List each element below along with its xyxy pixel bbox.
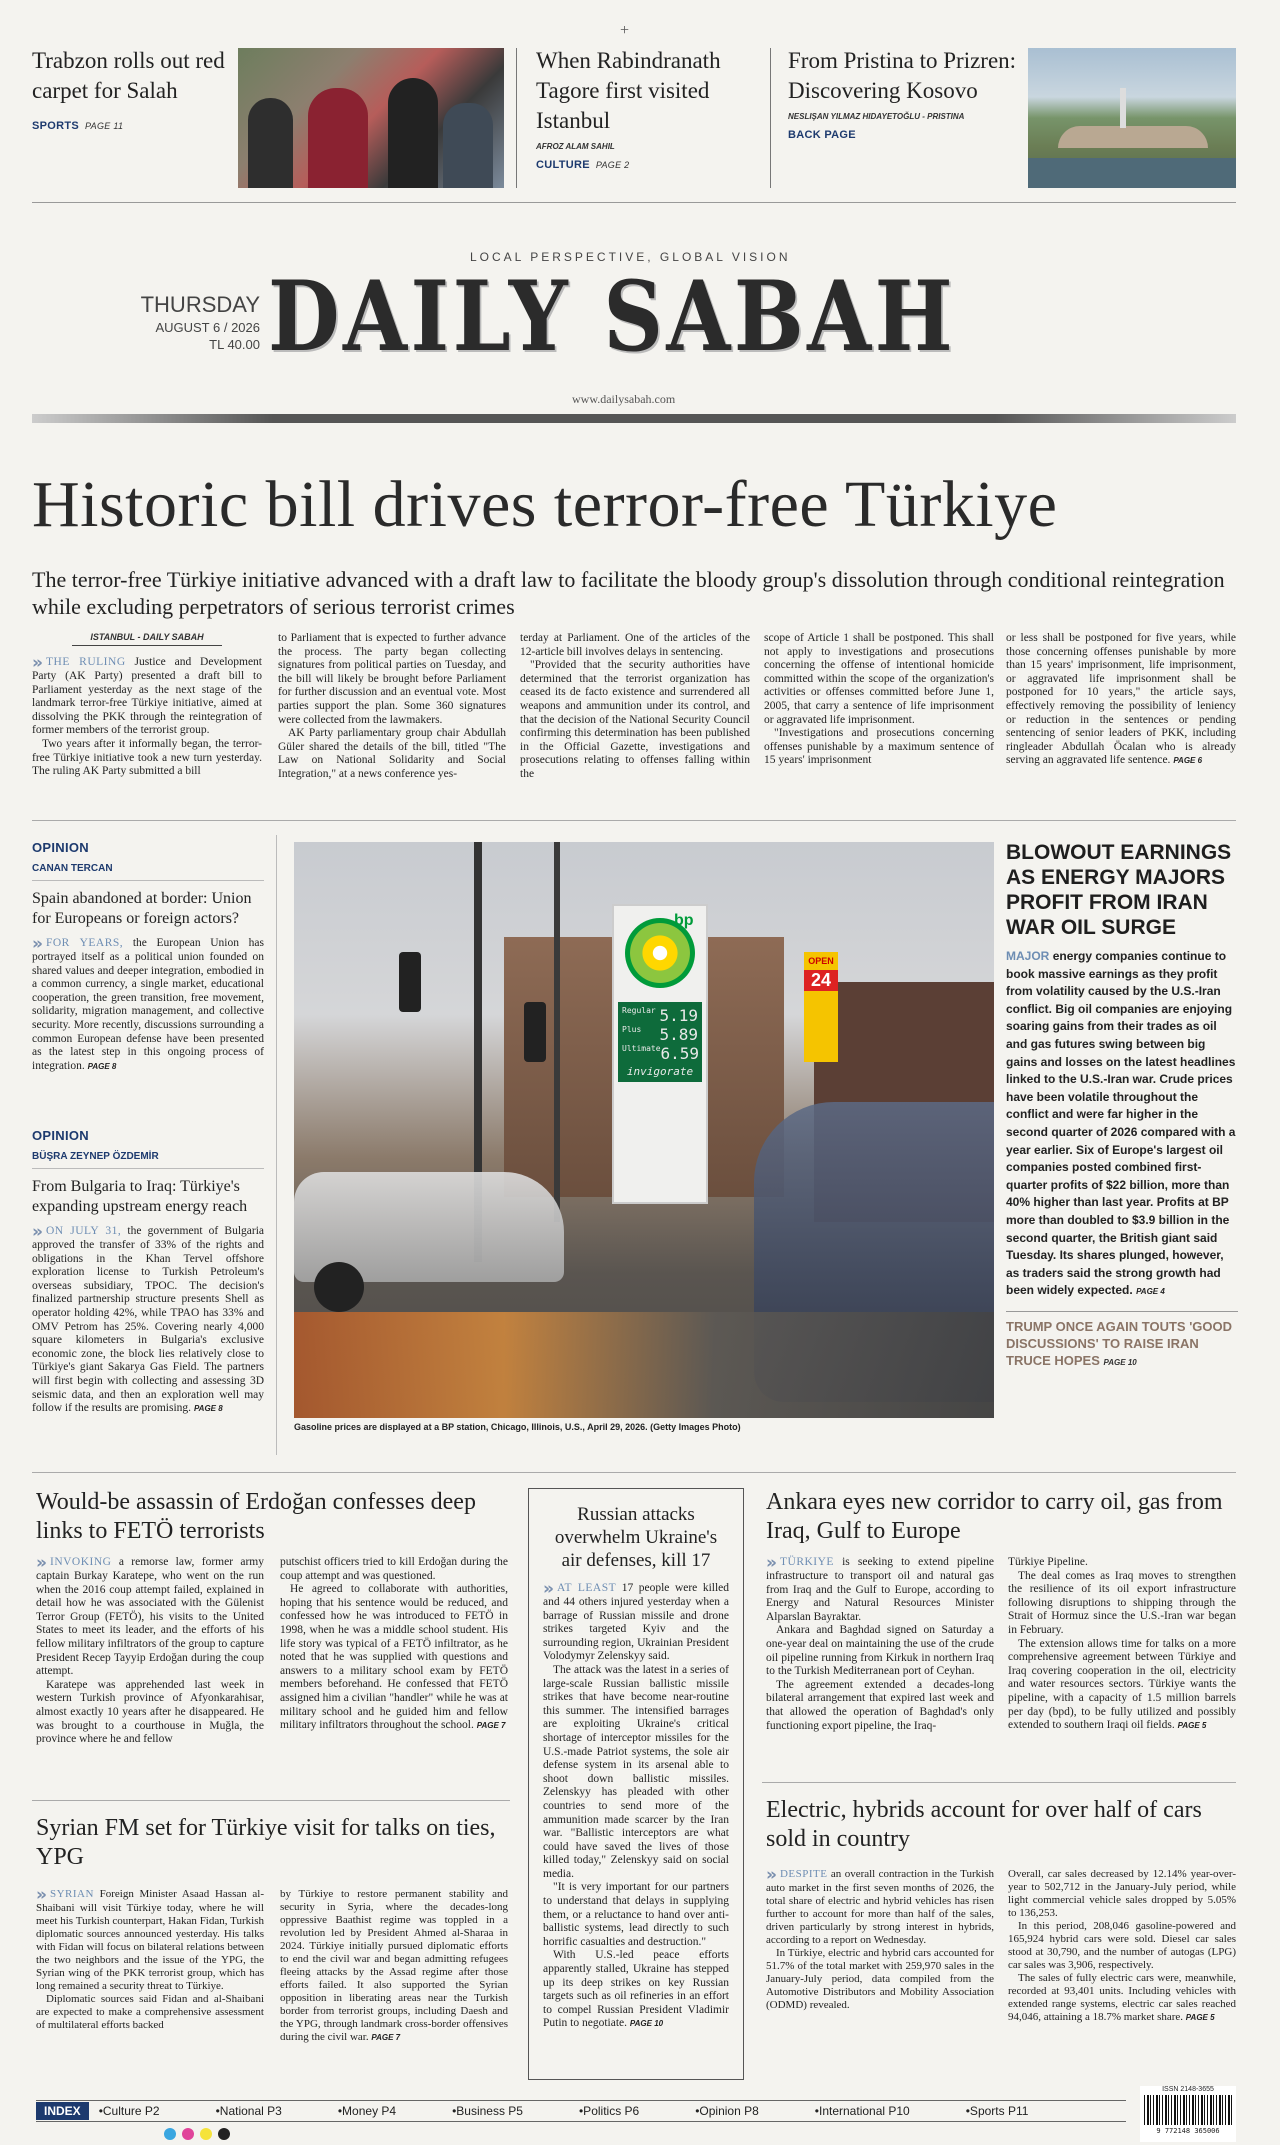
teaser-sports[interactable]	[32, 46, 227, 132]
opinion-text: the European Union has portrayed itself as a political union founded on shared values and deeper integration, embodied in a common currency, a single market, educational cooperation, the green transition, free movement, solidarity, migration management, and collective security. More recently, discussions surrounding a common European defense have been presented as the latest step in this ongoing process of integration.	[32, 937, 264, 1072]
bp-sign	[612, 904, 708, 1204]
invigorate-label: invigorate	[626, 1065, 694, 1078]
opinion-label: OPINION	[32, 840, 89, 855]
energy-story[interactable]	[1006, 840, 1238, 1371]
lead-text: "Investigations and prosecutions concerning offenses punishable by a maximum sentence of 15 years' imprisonment	[764, 727, 994, 767]
teaser-author: NESLIŞAN YILMAZ HIDAYETOĞLU - PRISTINA	[788, 112, 965, 121]
bp-brand: bp	[674, 912, 694, 929]
barcode-bars-icon	[1144, 2095, 1232, 2125]
opinion-title: Spain abandoned at border: Union for Europeans or foreign actors?	[32, 890, 252, 927]
teaser-photo-salah	[238, 48, 504, 188]
section-rule	[32, 820, 1236, 821]
sign-24-text: 24	[804, 970, 838, 991]
feto-text: a remorse law, former army captain Burkay Karatepe, who went on the run when the 2016 coup attempt failed, explained in detail how he was associated with the Gülenist Terror Group (FETÖ), his visits to the United States to meet its leader, and the efforts of his fellow military infiltrators of the group to capture President Recep Tayyip Erdoğan during the coup attempt.	[36, 1556, 264, 1678]
opinion-divider	[32, 880, 264, 881]
cars-text: an overall contraction in the Turkish auto market in the first seven months of 2026, the total share of electric and hybrid vehicles has risen further to account for more than half of the sales, driven particularly by strong interest in hybrids, according to a report on Wednesday.	[766, 1868, 995, 1946]
syria-text: Diplomatic sources said Fidan and al-Shaibani are expected to make a comprehensive assessment of multilateral efforts backed	[36, 1993, 264, 2031]
lead-word: ON JULY 31,	[45, 1225, 122, 1237]
index-item[interactable]: •Money P4	[337, 2104, 397, 2118]
barcode	[1140, 2086, 1236, 2142]
teaser-section	[32, 120, 227, 132]
price-value: 5.89	[659, 1025, 698, 1044]
opinion-title: From Bulgaria to Iraq: Türkiye's expanding upstream energy reach	[32, 1178, 248, 1215]
index-bar	[36, 2100, 1126, 2122]
ankara-text: Ankara and Baghdad signed on Saturday a one-year deal on maintaining the use of the crude oil pipeline running from Kirkuk in northern Iraq to the Turkish Mediterranean port of Ceyhan.	[766, 1624, 994, 1678]
page-ref: PAGE 5	[1185, 2013, 1215, 2022]
lead-text: or less shall be postponed for five years, while those concerning offenses punishable by more than 15 years' imprisonment, life imprisonment, or aggravated life imprisonment shall be postponed for 10 years," the article says, effectively removing the possibility of leniency or reduction in the sentences or pending sentencing of senior leaders of PKK, including ringleader Abdullah Öcalan who is already serving an aggravated life sentence.	[1006, 632, 1236, 767]
masthead-logo: DAILY SABAH	[268, 260, 957, 373]
page-ref: PAGE 10	[1103, 1357, 1137, 1367]
issue-day: THURSDAY	[140, 292, 260, 317]
lead-word: AT LEAST	[556, 1582, 617, 1594]
lead-text: terday at Parliament. One of the articles of the 12-article bill involves delays in sentencing.	[520, 632, 750, 658]
syria-text: Foreign Minister Asaad Hassan al-Shaibani will visit Türkiye today, where he will meet his Turkish counterpart, Hakan Fidan, Turkish diplomatic sources announced yesterday. His talks with Fidan will focus on bilateral relations between the two neighbors and the issue of the YPG, the Syrian wing of the PKK terrorist group, which has long remained a security threat to Türkiye.	[36, 1888, 265, 1992]
lead-col-1	[32, 632, 262, 779]
issue-price: TL 40.00	[209, 337, 260, 352]
section-label: SPORTS	[32, 120, 80, 132]
lead-word: INVOKING	[49, 1556, 112, 1568]
tagline: LOCAL PERSPECTIVE, GLOBAL VISION	[470, 250, 791, 264]
russia-text: With U.S.-led peace efforts apparently stalled, Ukraine has stepped up its deep strikes on key Russian targets such as oil refineries in an effort to compel Russian President Vladimir Putin to negotiate.	[543, 1949, 729, 2030]
column-divider	[276, 835, 277, 1455]
lead-deck: The terror-free Türkiye initiative advanced with a draft law to facilitate the bloody group's dissolution through conditional reintegration while excluding perpetrators of serious terrorist crimes	[32, 567, 1225, 619]
page-ref: PAGE 5	[1177, 1721, 1207, 1731]
syria-col-2	[280, 1888, 508, 2044]
lead-arrows-icon: »	[543, 1579, 554, 1599]
lead-col-4	[764, 632, 994, 768]
lead-text: "Provided that the security authorities have determined that the terrorist organization has ceased its de facto existence and surrendered all weapons and ammunition under its control, and that the decision of the National Security Council confirming this determination has been published in the Official Gazette, investigations and prosecutions relating to offenses falling within the	[520, 659, 750, 780]
page-ref: PAGE 2	[595, 160, 630, 170]
issue-date: AUGUST 6 / 2026	[155, 320, 260, 335]
teaser-divider	[516, 48, 517, 188]
trump-teaser[interactable]: TRUMP ONCE AGAIN TOUTS 'GOOD DISCUSSIONS' TO RAISE IRAN TRUCE HOPES	[1006, 1318, 1233, 1368]
top-rule	[32, 202, 1236, 203]
opinion-text: the government of Bulgaria approved the transfer of 33% of the rights and obligations in the Khan Tervel offshore exploration license to Turkish Petroleum's overseas subsidiary, TPOC. The decision's finalized partnership structure presents Shell as operator holding 42%, while TPAO has 33% and OMV Petrom has 25%. Covering nearly 4,000 square kilometers in Bulgaria's exclusive economic zone, the block lies relatively close to Türkiye's giant Sakarya Gas Field. The partners will first begin with collecting and assessing 3D seismic data, and then an exploration well may follow if the results are promising.	[32, 1225, 264, 1415]
index-item[interactable]: •National P3	[215, 2104, 282, 2118]
feto-headline: Would-be assassin of Erdoğan confesses deep links to FETÖ terrorists	[36, 1489, 476, 1544]
feto-text: putschist officers tried to kill Erdoğan during the coup attempt and was questioned.	[280, 1556, 508, 1582]
lead-arrows-icon: »	[32, 653, 43, 673]
teaser-section	[788, 129, 1028, 141]
index-item[interactable]: •Politics P6	[578, 2104, 640, 2118]
ankara-text: The deal comes as Iraq moves to strengthen the resilience of its oil export infrastructure following disruptions to shipping through the Strait of Hormuz since the U.S.-Iran war began in February.	[1008, 1569, 1236, 1636]
russia-text: The attack was the latest in a series of large-scale Russian ballistic missile strikes that have become near-routine this summer. The intensified barrages are exploiting Ukraine's critical shortage of interceptor missiles for the U.S.-made Patriot systems, the sole air defense system in its arsenal able to shoot down ballistic missiles. Zelenskyy has pleaded with other countries to send more of the ammunition made scarcer by the Iran war. "Ballistic interceptors are what could have saved the lives of those killed today," Zelenskyy said on social media.	[543, 1663, 729, 1880]
opinion-arrows-icon: »	[32, 1222, 43, 1242]
syria-col-1	[36, 1885, 265, 2032]
price-value: 6.59	[660, 1044, 700, 1063]
cars-text: The sales of fully electric cars were, meanwhile, recorded at 93,401 units. Including vehicles with extended range systems, electric car sales reached 94,046, attaining a 18.7% market share.	[1008, 1972, 1236, 2023]
page-ref: PAGE 8	[193, 1404, 223, 1414]
lead-text: AK Party parliamentary group chair Abdullah Güler shared the details of the bill, titled "The Law on National Solidarity and Social Integration," at a news conference yes-	[278, 727, 506, 780]
russia-headline: Russian attacks overwhelm Ukraine's air defenses, kill 17	[554, 1504, 718, 1571]
issn-text: ISSN 2148-3655	[1162, 2086, 1214, 2093]
cars-col-2	[1008, 1868, 1236, 2024]
open-sign-text: OPEN	[808, 956, 834, 966]
page-ref: PAGE 7	[371, 2033, 401, 2042]
section-label: BACK PAGE	[788, 129, 856, 141]
teaser-back-page[interactable]	[788, 46, 1028, 141]
opinion-2[interactable]	[32, 1128, 264, 1416]
barcode-number: 9 772148 365006	[1156, 2127, 1220, 2135]
energy-divider	[1006, 1311, 1238, 1312]
masthead-rule	[32, 414, 1236, 423]
index-item[interactable]: •Business P5	[452, 2104, 523, 2118]
dateline: ISTANBUL - DAILY SABAH	[72, 632, 222, 646]
grade-label: Ultimate	[622, 1044, 661, 1053]
open-24-sign	[804, 952, 838, 1062]
price-board	[618, 1002, 702, 1082]
ankara-col-1	[766, 1553, 994, 1733]
feto-col-2	[280, 1556, 508, 1733]
syria-text: by Türkiye to restore permanent stability and security in Syria, where the decades-long oppressive Baathist regime was toppled in a revolution led by President Ahmed al-Sharaa in 2024. Türkiye initially pursued diplomatic efforts to end the civil war and began admitting refugees fleeing attacks by the Assad regime after those efforts failed. It also supported the Syrian opposition in liberating areas near the Turkish border from terrorist groups, including Daesh and the YPG, through landmark cross-border offensives during the civil war.	[280, 1888, 508, 2043]
index-item[interactable]: •Culture P2	[98, 2104, 160, 2118]
registration-mark: +	[620, 22, 630, 39]
opinion-author: CANAN TERCAN	[32, 863, 113, 874]
feto-text: Karatepe was apprehended last week in western Turkish province of Afyonkarahisar, almost exactly 10 years after he disappeared. He was brought to a courthouse in Muğla, the province where he and fellow	[36, 1678, 264, 1746]
page-ref: PAGE 4	[1136, 1287, 1165, 1297]
yellow-dot-icon	[200, 2128, 212, 2140]
cars-headline: Electric, hybrids account for over half of cars sold in country	[766, 1797, 1202, 1852]
teaser-title: From Pristina to Prizren: Discovering Kosovo	[788, 48, 1017, 103]
page-ref: PAGE 10	[629, 2019, 664, 2029]
russia-text: 17 people were killed and 44 others injured yesterday when a barrage of Russian missile and drone strikes targeted Kyiv and the surrounding region, Ukrainian President Volodymyr Zelenskyy said.	[543, 1582, 730, 1663]
energy-text: energy companies continue to book massive earnings as they profit from volatility caused by the U.S.-Iran conflict. Big oil companies are enjoying soaring gains from their trades as oil and gas futures swing between big gains and losses on the latest headlines linked to the U.S.-Iran war. Crude prices have been volatile throughout the conflict and were far higher in the second quarter of 2026 compared with a year earlier. Six of Europe's largest oil companies posted combined first-quarter profits of $22 billion, more than 40% higher than last year. Profits at BP more than doubled to $3.9 billion in the second quarter, the British giant said Tuesday. Its shares plunged, however, as traders said the strong growth had been widely expected.	[1006, 949, 1236, 1298]
ankara-text: The agreement extended a decades-long bilateral arrangement that expired last week and that allowed the operation of Baghdad's only functioning export pipeline, the Iraq-	[766, 1678, 994, 1732]
page-ref: PAGE 6	[1173, 756, 1203, 766]
lead-word: DESPITE	[779, 1868, 828, 1880]
cars-text: In this period, 208,046 gasoline-powered and 165,924 hybrid cars were sold. Diesel car sales stood at 30,790, and the number of autogas (LPG) car sales was 3,906, respectively.	[1008, 1920, 1236, 1971]
section-rule	[762, 1782, 1236, 1783]
opinion-arrows-icon: »	[32, 934, 43, 954]
lead-headline: Historic bill drives terror-free Türkiye	[32, 468, 1058, 541]
feto-col-1	[36, 1553, 264, 1747]
issue-info	[130, 292, 260, 352]
ankara-text: Türkiye Pipeline.	[1008, 1556, 1088, 1568]
lead-col-2	[278, 632, 506, 782]
lead-text: Two years after it informally began, the terror-free Türkiye initiative took a new turn yesterday. The ruling AK Party submitted a bill	[32, 737, 262, 778]
lead-word: FOR YEARS,	[45, 937, 124, 949]
photo-caption: Gasoline prices are displayed at a BP station, Chicago, Illinois, U.S., April 29, 2026. (Getty Images Photo)	[294, 1422, 741, 1432]
teaser-divider	[770, 48, 771, 188]
lead-text: scope of Article 1 shall be postponed. This shall not apply to investigations and prosecutions concerning the offense of intentional homicide committed within the scope of the organization's activities or offenses committed before June 1, 2005, that carry a sentence of life imprisonment or aggravated life imprisonment.	[764, 632, 994, 726]
opinion-divider	[32, 1168, 264, 1169]
ankara-text: is seeking to extend pipeline infrastructure to transport oil and natural gas from Iraq and the Gulf to Europe, according to Energy and Natural Resources Minister Alparslan Bayraktar.	[766, 1556, 994, 1623]
grade-label: Plus	[622, 1025, 642, 1034]
section-rule	[32, 1472, 1236, 1473]
russia-text: "It is very important for our partners to understand that delays in supplying them, or a reluctance to hand over anti-ballistic systems, lead directly to such horrific casualties and destruction."	[543, 1881, 729, 1948]
lead-text: Justice and Development Party (AK Party) presented a draft bill to Parliament yesterday as the next stage of the landmark terror-free Türkiye initiative, aimed at dissolving the PKK through the reintegration of former members of the terrorist group.	[32, 656, 263, 737]
lead-word: THE RULING	[45, 656, 126, 668]
lead-text: to Parliament that is expected to further advance the process. The party began collecting signatures from political parties on Tuesday, and the bill will likely be brought before Parliament for further discussion and an eventual vote. Most parties support the plan. Some 360 signatures were collected from the lawmakers.	[278, 632, 506, 726]
ankara-text: The extension allows time for talks on a more comprehensive agreement between Türkiye and Iraq covering cooperation in the oil, electricity and water resources sectors. Türkiye wants the pipeline, with a capacity of 1.5 million barrels per day (bpd), to be fully utilized and possibly extended to southern Iraqi oil fields.	[1008, 1637, 1236, 1732]
teaser-title: When Rabindranath Tagore first visited Istanbul	[536, 48, 721, 133]
lead-word: MAJOR	[1006, 949, 1050, 963]
cyan-dot-icon	[164, 2128, 176, 2140]
cars-text: In Türkiye, electric and hybrid cars accounted for 51.7% of the total market with 259,970 sales in the January-July period, data compiled from the Automotive Distributors and Mobility Association (ODMD) revealed.	[766, 1947, 994, 2011]
index-item[interactable]: •International P10	[814, 2104, 910, 2118]
lead-col-5	[1006, 632, 1236, 768]
cars-col-1	[766, 1865, 995, 2012]
ankara-headline: Ankara eyes new corridor to carry oil, gas from Iraq, Gulf to Europe	[766, 1489, 1223, 1544]
lead-arrows-icon: »	[36, 1553, 47, 1573]
opinion-1[interactable]	[32, 840, 264, 1073]
teaser-title: Trabzon rolls out red carpet for Salah	[32, 48, 225, 103]
black-dot-icon	[218, 2128, 230, 2140]
index-item[interactable]: •Opinion P8	[695, 2104, 759, 2118]
lead-col-3	[520, 632, 750, 782]
teaser-author: AFROZ ALAM SAHIL	[536, 142, 615, 151]
lead-word: TÜRKIYE	[779, 1556, 834, 1568]
cars-text: Overall, car sales decreased by 12.14% year-over-year to 502,712 in the January-July period, while light commercial vehicle sales dropped by 5.05% to 136,253.	[1008, 1868, 1236, 1919]
lead-arrows-icon: »	[766, 1865, 777, 1885]
teaser-photo-kosovo	[1028, 48, 1236, 188]
masthead	[0, 240, 1280, 420]
index-label: INDEX	[36, 2102, 89, 2120]
color-registration-dots	[164, 2128, 230, 2140]
opinion-label: OPINION	[32, 1128, 89, 1143]
energy-headline: BLOWOUT EARNINGS AS ENERGY MAJORS PROFIT FROM IRAN WAR OIL SURGE	[1006, 841, 1232, 939]
teaser-section	[536, 159, 771, 171]
page-ref: PAGE 8	[87, 1061, 117, 1071]
top-teasers	[0, 0, 1280, 200]
syria-headline: Syrian FM set for Türkiye visit for talks on ties, YPG	[36, 1815, 496, 1870]
magenta-dot-icon	[182, 2128, 194, 2140]
section-rule	[32, 1800, 510, 1801]
feto-text: He agreed to collaborate with authorities, hoping that his sentence would be reduced, and confessed how he was introduced to FETÖ in 1998, when he was a middle school student. His life story was typical of a FETÖ infiltrator, as he noted that he was supplied with questions and answers to a military school exam by FETÖ members beforehand. He confessed that FETÖ assigned him a civilian "handler" while he was at military school and he guided him and fellow military infiltrators throughout the school.	[280, 1583, 508, 1732]
index-item[interactable]: •Sports P11	[965, 2104, 1029, 2118]
page-ref: PAGE 7	[476, 1721, 506, 1731]
page-ref: PAGE 11	[85, 121, 124, 131]
grade-label: Regular	[622, 1006, 656, 1015]
lead-arrows-icon: »	[36, 1885, 47, 1905]
lead-arrows-icon: »	[766, 1553, 777, 1573]
price-value: 5.19	[659, 1006, 698, 1025]
russia-story-box[interactable]	[528, 1488, 744, 2080]
lead-word: SYRIAN	[49, 1888, 94, 1900]
gas-station-photo	[294, 842, 994, 1418]
masthead-url[interactable]: www.dailysabah.com	[572, 392, 676, 406]
teaser-culture[interactable]	[536, 46, 771, 171]
ankara-col-2	[1008, 1556, 1236, 1733]
section-label: CULTURE	[536, 159, 590, 171]
opinion-author: BÜŞRA ZEYNEP ÖZDEMİR	[32, 1151, 159, 1162]
